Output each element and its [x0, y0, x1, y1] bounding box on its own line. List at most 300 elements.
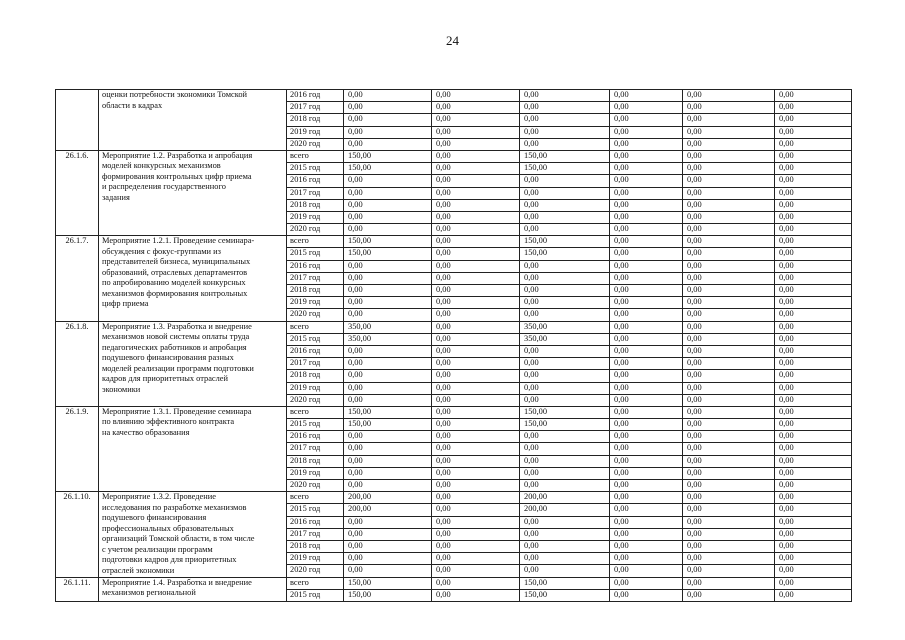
- amount-cell: 0,00: [775, 224, 852, 236]
- amount-cell: 0,00: [775, 565, 852, 577]
- year-cell: всего: [287, 236, 344, 248]
- description-line: Мероприятие 1.2.1. Проведение семинара-: [102, 236, 255, 246]
- amount-cell: 0,00: [683, 528, 775, 540]
- amount-cell: 0,00: [610, 102, 683, 114]
- amount-cell: 0,00: [683, 565, 775, 577]
- amount-cell: 0,00: [432, 370, 520, 382]
- amount-cell: 0,00: [344, 394, 432, 406]
- year-cell: 2018 год: [287, 199, 344, 211]
- amount-cell: 0,00: [683, 321, 775, 333]
- amount-cell: 0,00: [344, 455, 432, 467]
- amount-cell: 0,00: [683, 333, 775, 345]
- amount-cell: 0,00: [610, 480, 683, 492]
- amount-cell: 0,00: [520, 455, 610, 467]
- amount-cell: 150,00: [344, 406, 432, 418]
- amount-cell: 0,00: [520, 211, 610, 223]
- year-cell: 2015 год: [287, 248, 344, 260]
- activity-description: [99, 577, 287, 601]
- amount-cell: 0,00: [683, 345, 775, 357]
- amount-cell: 150,00: [344, 577, 432, 589]
- amount-cell: 0,00: [432, 150, 520, 162]
- activity-description: [99, 492, 287, 577]
- amount-cell: 0,00: [775, 577, 852, 589]
- year-cell: 2018 год: [287, 114, 344, 126]
- description-line: с учетом реализации программ: [102, 544, 213, 554]
- amount-cell: 0,00: [683, 358, 775, 370]
- description-line: механизмов новой системы оплаты труда: [102, 332, 250, 342]
- amount-cell: 0,00: [610, 443, 683, 455]
- description-line: подушевого финансирования: [102, 513, 207, 523]
- amount-cell: 0,00: [520, 199, 610, 211]
- table-body: [56, 90, 852, 602]
- amount-cell: 0,00: [775, 345, 852, 357]
- amount-cell: 0,00: [775, 199, 852, 211]
- amount-cell: 0,00: [610, 285, 683, 297]
- year-cell: 2016 год: [287, 431, 344, 443]
- amount-cell: 0,00: [432, 236, 520, 248]
- amount-cell: 0,00: [610, 565, 683, 577]
- amount-cell: 0,00: [432, 333, 520, 345]
- description-line: Мероприятие 1.3. Разработка и внедрение: [102, 321, 252, 331]
- amount-cell: 0,00: [344, 187, 432, 199]
- amount-cell: 0,00: [683, 382, 775, 394]
- amount-cell: 0,00: [775, 553, 852, 565]
- amount-cell: 0,00: [610, 577, 683, 589]
- amount-cell: 0,00: [432, 345, 520, 357]
- amount-cell: 0,00: [610, 90, 683, 102]
- amount-cell: 0,00: [432, 455, 520, 467]
- amount-cell: 0,00: [610, 199, 683, 211]
- description-line: подготовки кадров для приоритетных: [102, 555, 237, 565]
- amount-cell: 0,00: [432, 321, 520, 333]
- amount-cell: 0,00: [432, 114, 520, 126]
- amount-cell: 0,00: [775, 90, 852, 102]
- amount-cell: 0,00: [610, 138, 683, 150]
- amount-cell: 0,00: [520, 224, 610, 236]
- amount-cell: 0,00: [432, 358, 520, 370]
- amount-cell: 0,00: [520, 394, 610, 406]
- year-cell: 2019 год: [287, 126, 344, 138]
- amount-cell: 0,00: [520, 260, 610, 272]
- amount-cell: 350,00: [520, 333, 610, 345]
- description-line: моделей конкурсных механизмов: [102, 161, 221, 171]
- amount-cell: 0,00: [432, 589, 520, 601]
- amount-cell: 0,00: [610, 492, 683, 504]
- description-line: и распределения государственного: [102, 182, 226, 192]
- amount-cell: 0,00: [683, 297, 775, 309]
- amount-cell: 0,00: [344, 309, 432, 321]
- amount-cell: 0,00: [432, 309, 520, 321]
- amount-cell: 0,00: [520, 553, 610, 565]
- amount-cell: 0,00: [432, 516, 520, 528]
- amount-cell: 0,00: [775, 431, 852, 443]
- amount-cell: 0,00: [432, 467, 520, 479]
- activity-description: [99, 236, 287, 321]
- amount-cell: 0,00: [520, 114, 610, 126]
- amount-cell: 0,00: [344, 345, 432, 357]
- amount-cell: 0,00: [520, 480, 610, 492]
- amount-cell: 0,00: [683, 516, 775, 528]
- amount-cell: 0,00: [683, 492, 775, 504]
- amount-cell: 0,00: [775, 272, 852, 284]
- amount-cell: 0,00: [775, 455, 852, 467]
- amount-cell: 0,00: [775, 236, 852, 248]
- amount-cell: 150,00: [344, 248, 432, 260]
- amount-cell: 0,00: [610, 528, 683, 540]
- year-cell: 2020 год: [287, 394, 344, 406]
- amount-cell: 200,00: [344, 492, 432, 504]
- amount-cell: 0,00: [610, 467, 683, 479]
- amount-cell: 0,00: [520, 345, 610, 357]
- description-line: обсуждения с фокус-группами из: [102, 246, 221, 256]
- amount-cell: 0,00: [344, 285, 432, 297]
- amount-cell: 0,00: [432, 553, 520, 565]
- amount-cell: 0,00: [520, 138, 610, 150]
- amount-cell: 0,00: [683, 199, 775, 211]
- year-cell: 2017 год: [287, 187, 344, 199]
- amount-cell: 0,00: [610, 236, 683, 248]
- amount-cell: 0,00: [432, 577, 520, 589]
- description-line: по влиянию эффективного контракта: [102, 417, 235, 427]
- amount-cell: 0,00: [432, 528, 520, 540]
- amount-cell: 0,00: [610, 589, 683, 601]
- amount-cell: 150,00: [520, 236, 610, 248]
- amount-cell: 0,00: [683, 138, 775, 150]
- amount-cell: 0,00: [344, 199, 432, 211]
- amount-cell: 150,00: [344, 150, 432, 162]
- amount-cell: 0,00: [775, 492, 852, 504]
- year-cell: 2016 год: [287, 175, 344, 187]
- amount-cell: 0,00: [775, 248, 852, 260]
- description-line: Мероприятие 1.4. Разработка и внедрение: [102, 577, 252, 587]
- amount-cell: 0,00: [520, 90, 610, 102]
- amount-cell: 0,00: [775, 467, 852, 479]
- description-line: моделей реализации программ подготовки: [102, 363, 254, 373]
- amount-cell: 0,00: [683, 431, 775, 443]
- amount-cell: 200,00: [344, 504, 432, 516]
- amount-cell: 0,00: [683, 150, 775, 162]
- amount-cell: 0,00: [683, 187, 775, 199]
- table-row: [56, 492, 852, 504]
- amount-cell: 150,00: [520, 248, 610, 260]
- year-cell: 2019 год: [287, 297, 344, 309]
- amount-cell: 0,00: [610, 455, 683, 467]
- amount-cell: 0,00: [775, 102, 852, 114]
- amount-cell: 0,00: [520, 382, 610, 394]
- amount-cell: 0,00: [683, 540, 775, 552]
- amount-cell: 150,00: [520, 163, 610, 175]
- item-number: 26.1.9.: [56, 406, 99, 491]
- amount-cell: 0,00: [775, 394, 852, 406]
- amount-cell: 0,00: [610, 370, 683, 382]
- amount-cell: 0,00: [432, 480, 520, 492]
- year-cell: 2016 год: [287, 516, 344, 528]
- amount-cell: 0,00: [432, 285, 520, 297]
- amount-cell: 0,00: [344, 90, 432, 102]
- amount-cell: 0,00: [775, 260, 852, 272]
- year-cell: 2017 год: [287, 528, 344, 540]
- amount-cell: 0,00: [775, 504, 852, 516]
- amount-cell: 0,00: [432, 492, 520, 504]
- description-line: области в кадрах: [102, 100, 163, 110]
- amount-cell: 0,00: [683, 553, 775, 565]
- amount-cell: 0,00: [432, 102, 520, 114]
- year-cell: 2016 год: [287, 90, 344, 102]
- amount-cell: 0,00: [520, 126, 610, 138]
- year-cell: 2017 год: [287, 272, 344, 284]
- amount-cell: 0,00: [683, 406, 775, 418]
- amount-cell: 0,00: [432, 394, 520, 406]
- year-cell: 2018 год: [287, 540, 344, 552]
- amount-cell: 0,00: [610, 406, 683, 418]
- year-cell: всего: [287, 492, 344, 504]
- amount-cell: 0,00: [344, 443, 432, 455]
- amount-cell: 150,00: [520, 589, 610, 601]
- amount-cell: 0,00: [683, 467, 775, 479]
- amount-cell: 0,00: [683, 236, 775, 248]
- amount-cell: 0,00: [344, 528, 432, 540]
- year-cell: всего: [287, 577, 344, 589]
- amount-cell: 0,00: [610, 553, 683, 565]
- amount-cell: 0,00: [344, 138, 432, 150]
- amount-cell: 0,00: [344, 114, 432, 126]
- activity-description: [99, 406, 287, 491]
- amount-cell: 0,00: [344, 102, 432, 114]
- amount-cell: 0,00: [610, 211, 683, 223]
- amount-cell: 0,00: [775, 480, 852, 492]
- budget-table: [55, 89, 852, 602]
- description-line: кадров для приоритетных отраслей: [102, 374, 229, 384]
- description-line: механизмов региональной: [102, 588, 196, 597]
- amount-cell: 0,00: [683, 394, 775, 406]
- amount-cell: 0,00: [683, 90, 775, 102]
- amount-cell: 0,00: [683, 480, 775, 492]
- activity-description: [99, 321, 287, 406]
- amount-cell: 0,00: [432, 565, 520, 577]
- description-line: представителей бизнеса, муниципальных: [102, 257, 251, 267]
- description-line: исследования по разработке механизмов: [102, 502, 247, 512]
- amount-cell: 0,00: [344, 272, 432, 284]
- amount-cell: 0,00: [432, 504, 520, 516]
- amount-cell: 0,00: [432, 126, 520, 138]
- amount-cell: 0,00: [775, 419, 852, 431]
- year-cell: 2020 год: [287, 309, 344, 321]
- amount-cell: 0,00: [683, 175, 775, 187]
- amount-cell: 0,00: [520, 443, 610, 455]
- amount-cell: 0,00: [775, 589, 852, 601]
- year-cell: 2015 год: [287, 589, 344, 601]
- description-line: Мероприятие 1.2. Разработка и апробация: [102, 150, 253, 160]
- amount-cell: 0,00: [520, 187, 610, 199]
- amount-cell: 0,00: [775, 138, 852, 150]
- description-line: организаций Томской области, в том числе: [102, 534, 255, 544]
- amount-cell: 0,00: [610, 309, 683, 321]
- amount-cell: 0,00: [683, 419, 775, 431]
- amount-cell: 0,00: [683, 455, 775, 467]
- amount-cell: 0,00: [344, 516, 432, 528]
- amount-cell: 0,00: [775, 406, 852, 418]
- item-number: 26.1.8.: [56, 321, 99, 406]
- year-cell: 2017 год: [287, 443, 344, 455]
- description-line: Мероприятие 1.3.2. Проведение: [102, 492, 216, 502]
- amount-cell: 0,00: [683, 504, 775, 516]
- amount-cell: 150,00: [520, 419, 610, 431]
- amount-cell: 0,00: [683, 260, 775, 272]
- amount-cell: 0,00: [520, 370, 610, 382]
- amount-cell: 0,00: [610, 431, 683, 443]
- amount-cell: 0,00: [775, 516, 852, 528]
- amount-cell: 0,00: [610, 358, 683, 370]
- description-line: по апробированию моделей конкурсных: [102, 278, 246, 288]
- description-line: на качество образования: [102, 427, 190, 437]
- description-line: подушевого финансирования разных: [102, 353, 234, 363]
- year-cell: 2020 год: [287, 480, 344, 492]
- amount-cell: 0,00: [610, 504, 683, 516]
- amount-cell: 0,00: [610, 150, 683, 162]
- amount-cell: 0,00: [775, 321, 852, 333]
- amount-cell: 0,00: [610, 114, 683, 126]
- description-line: экономики: [102, 384, 141, 394]
- amount-cell: 150,00: [344, 419, 432, 431]
- amount-cell: 0,00: [610, 419, 683, 431]
- amount-cell: 0,00: [344, 224, 432, 236]
- amount-cell: 0,00: [520, 175, 610, 187]
- year-cell: 2019 год: [287, 467, 344, 479]
- amount-cell: 0,00: [610, 516, 683, 528]
- amount-cell: 0,00: [432, 406, 520, 418]
- amount-cell: 0,00: [683, 589, 775, 601]
- amount-cell: 0,00: [775, 528, 852, 540]
- amount-cell: 0,00: [610, 260, 683, 272]
- amount-cell: 0,00: [520, 540, 610, 552]
- amount-cell: 0,00: [344, 382, 432, 394]
- amount-cell: 150,00: [344, 589, 432, 601]
- amount-cell: 0,00: [432, 419, 520, 431]
- amount-cell: 0,00: [520, 102, 610, 114]
- amount-cell: 0,00: [683, 370, 775, 382]
- amount-cell: 0,00: [432, 431, 520, 443]
- item-number: 26.1.7.: [56, 236, 99, 321]
- amount-cell: 0,00: [775, 333, 852, 345]
- amount-cell: 0,00: [344, 467, 432, 479]
- amount-cell: 0,00: [344, 297, 432, 309]
- amount-cell: 0,00: [344, 480, 432, 492]
- item-number: 26.1.11.: [56, 577, 99, 601]
- year-cell: 2018 год: [287, 370, 344, 382]
- amount-cell: 0,00: [344, 431, 432, 443]
- amount-cell: 0,00: [775, 370, 852, 382]
- activity-description: [99, 150, 287, 235]
- amount-cell: 350,00: [344, 333, 432, 345]
- description-line: механизмов формирования контрольных: [102, 288, 248, 298]
- year-cell: 2015 год: [287, 504, 344, 516]
- amount-cell: 0,00: [775, 309, 852, 321]
- amount-cell: 0,00: [610, 394, 683, 406]
- year-cell: 2016 год: [287, 260, 344, 272]
- amount-cell: 350,00: [520, 321, 610, 333]
- year-cell: всего: [287, 406, 344, 418]
- year-cell: 2017 год: [287, 102, 344, 114]
- amount-cell: 0,00: [432, 187, 520, 199]
- table-row: [56, 150, 852, 162]
- year-cell: 2018 год: [287, 285, 344, 297]
- description-line: отраслей экономики: [102, 565, 175, 575]
- year-cell: 2019 год: [287, 382, 344, 394]
- year-cell: 2019 год: [287, 211, 344, 223]
- amount-cell: 200,00: [520, 492, 610, 504]
- amount-cell: 0,00: [520, 272, 610, 284]
- year-cell: 2016 год: [287, 345, 344, 357]
- amount-cell: 0,00: [683, 211, 775, 223]
- amount-cell: 0,00: [610, 297, 683, 309]
- year-cell: 2015 год: [287, 163, 344, 175]
- item-number: [56, 90, 99, 151]
- description-line: образований, отраслевых департаментов: [102, 267, 248, 277]
- description-line: формирования контрольных цифр приема: [102, 171, 252, 181]
- amount-cell: 0,00: [432, 260, 520, 272]
- amount-cell: 150,00: [344, 236, 432, 248]
- amount-cell: 0,00: [610, 272, 683, 284]
- amount-cell: 0,00: [344, 211, 432, 223]
- year-cell: 2020 год: [287, 565, 344, 577]
- amount-cell: 0,00: [344, 553, 432, 565]
- year-cell: 2015 год: [287, 419, 344, 431]
- amount-cell: 0,00: [432, 175, 520, 187]
- amount-cell: 0,00: [432, 138, 520, 150]
- amount-cell: 0,00: [683, 126, 775, 138]
- amount-cell: 0,00: [683, 102, 775, 114]
- amount-cell: 150,00: [520, 406, 610, 418]
- amount-cell: 0,00: [520, 358, 610, 370]
- amount-cell: 0,00: [432, 211, 520, 223]
- year-cell: 2020 год: [287, 138, 344, 150]
- amount-cell: 0,00: [610, 382, 683, 394]
- year-cell: 2019 год: [287, 553, 344, 565]
- amount-cell: 150,00: [344, 163, 432, 175]
- amount-cell: 0,00: [775, 163, 852, 175]
- amount-cell: 0,00: [610, 333, 683, 345]
- amount-cell: 0,00: [520, 431, 610, 443]
- description-line: Мероприятие 1.3.1. Проведение семинара: [102, 406, 252, 416]
- amount-cell: 0,00: [432, 224, 520, 236]
- amount-cell: 0,00: [775, 297, 852, 309]
- table-row: [56, 577, 852, 589]
- amount-cell: 0,00: [610, 126, 683, 138]
- amount-cell: 0,00: [683, 248, 775, 260]
- year-cell: 2020 год: [287, 224, 344, 236]
- amount-cell: 0,00: [344, 370, 432, 382]
- amount-cell: 0,00: [432, 163, 520, 175]
- amount-cell: 0,00: [344, 565, 432, 577]
- amount-cell: 0,00: [610, 248, 683, 260]
- amount-cell: 0,00: [683, 285, 775, 297]
- amount-cell: 0,00: [432, 382, 520, 394]
- year-cell: 2017 год: [287, 358, 344, 370]
- amount-cell: 200,00: [520, 504, 610, 516]
- table-row: [56, 406, 852, 418]
- amount-cell: 0,00: [775, 211, 852, 223]
- amount-cell: 0,00: [432, 443, 520, 455]
- amount-cell: 0,00: [344, 540, 432, 552]
- amount-cell: 0,00: [432, 272, 520, 284]
- amount-cell: 0,00: [610, 163, 683, 175]
- amount-cell: 0,00: [683, 163, 775, 175]
- amount-cell: 0,00: [610, 175, 683, 187]
- amount-cell: 0,00: [432, 199, 520, 211]
- amount-cell: 0,00: [344, 175, 432, 187]
- description-line: цифр приема: [102, 299, 149, 309]
- amount-cell: 0,00: [775, 382, 852, 394]
